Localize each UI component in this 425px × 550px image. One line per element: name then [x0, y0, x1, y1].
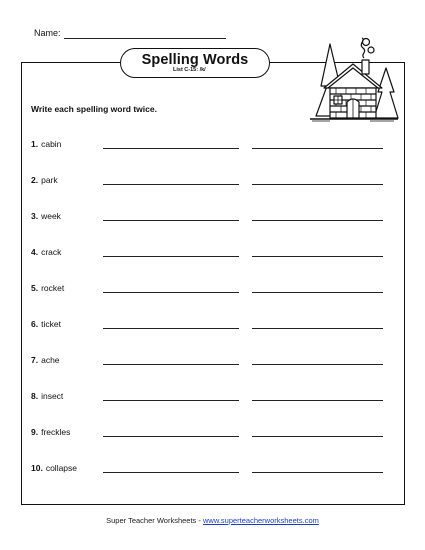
word-number: 8.	[31, 391, 39, 401]
write-line-second[interactable]	[252, 400, 383, 401]
word-row	[31, 391, 391, 405]
name-line[interactable]	[64, 38, 226, 39]
write-line-first[interactable]	[103, 436, 239, 437]
spelling-word: insect	[41, 391, 64, 401]
write-line-second[interactable]	[252, 328, 383, 329]
spelling-word: week	[41, 211, 61, 221]
word-number: 5.	[31, 283, 39, 293]
footer	[0, 516, 425, 525]
spelling-word: freckles	[41, 427, 71, 437]
write-line-second[interactable]	[252, 184, 383, 185]
spelling-word: collapse	[45, 463, 78, 473]
word-number: 10.	[31, 463, 43, 473]
write-line-second[interactable]	[252, 364, 383, 365]
word-row	[31, 247, 391, 261]
title-banner	[120, 48, 270, 78]
word-row	[31, 283, 391, 297]
name-row	[34, 28, 61, 38]
write-line-second[interactable]	[252, 220, 383, 221]
word-number: 3.	[31, 211, 39, 221]
write-line-second[interactable]	[252, 148, 383, 149]
spelling-word: rocket	[41, 283, 65, 293]
instructions: Write each spelling word twice.	[31, 104, 157, 114]
word-number: 2.	[31, 175, 39, 185]
word-number: 4.	[31, 247, 39, 257]
write-line-first[interactable]	[103, 328, 239, 329]
write-line-second[interactable]	[252, 256, 383, 257]
word-row	[31, 211, 391, 225]
word-number: 9.	[31, 427, 39, 437]
write-line-first[interactable]	[103, 220, 239, 221]
name-label: Name:	[34, 28, 61, 38]
word-row	[31, 319, 391, 333]
word-row	[31, 139, 391, 153]
write-line-first[interactable]	[103, 472, 239, 473]
word-number: 6.	[31, 319, 39, 329]
word-number: 1.	[31, 139, 39, 149]
write-line-first[interactable]	[103, 256, 239, 257]
spelling-word: park	[41, 175, 58, 185]
spelling-word: ticket	[41, 319, 61, 329]
write-line-second[interactable]	[252, 436, 383, 437]
write-line-first[interactable]	[103, 364, 239, 365]
word-row	[31, 175, 391, 189]
write-line-first[interactable]	[103, 292, 239, 293]
list-subtitle: List C-15: /k/	[173, 67, 206, 73]
spelling-word: cabin	[41, 139, 62, 149]
word-row	[31, 355, 391, 369]
word-row	[31, 463, 391, 477]
write-line-first[interactable]	[103, 400, 239, 401]
page-title: Spelling Words	[141, 52, 249, 68]
cabin-with-trees-icon	[300, 36, 400, 128]
word-row	[31, 427, 391, 441]
write-line-second[interactable]	[252, 292, 383, 293]
footer-link[interactable]: www.superteacherworksheets.com	[202, 516, 319, 525]
footer-text: Super Teacher Worksheets -	[106, 516, 203, 525]
spelling-word: crack	[41, 247, 62, 257]
write-line-first[interactable]	[103, 184, 239, 185]
spelling-word: ache	[41, 355, 60, 365]
write-line-first[interactable]	[103, 148, 239, 149]
word-number: 7.	[31, 355, 39, 365]
write-line-second[interactable]	[252, 472, 383, 473]
